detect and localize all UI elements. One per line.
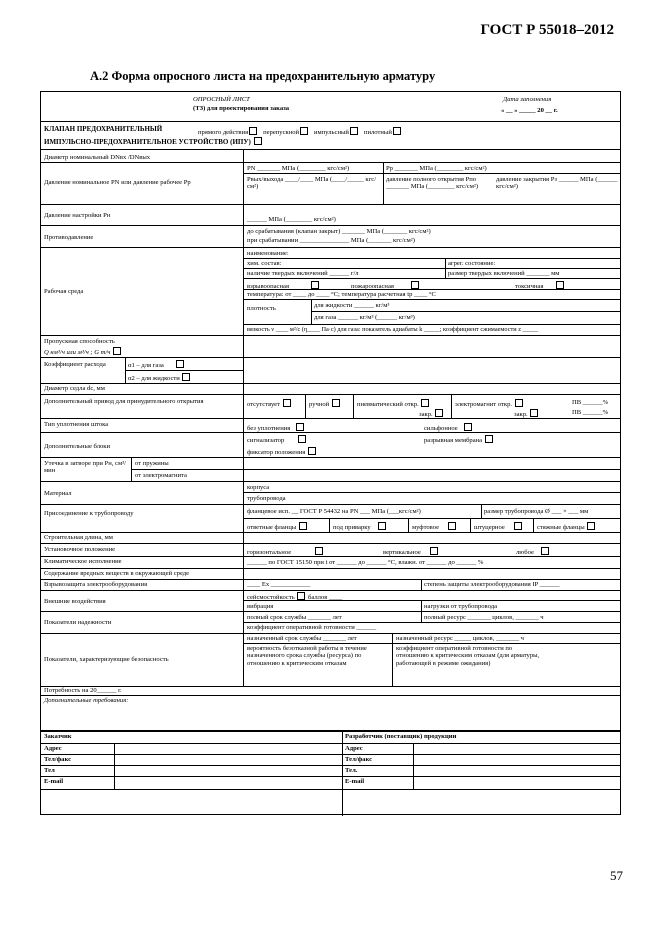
- divider: [41, 532, 620, 533]
- date-label: Дата заполнения: [503, 96, 552, 103]
- row-reliability: Показатели надежности: [44, 619, 112, 626]
- medium-state: агрег. состояние:: [448, 260, 496, 267]
- divider: [392, 633, 393, 686]
- row-seat: Диаметр седла dс, мм: [44, 385, 105, 392]
- safety-life: назначенный срок службы _______ лет: [247, 635, 357, 642]
- divider: [41, 247, 620, 248]
- block-signal: [247, 435, 307, 444]
- row-safety: Показатели, характеризующие безопасность: [44, 656, 169, 663]
- row-backpressure: Противодавление: [44, 234, 94, 241]
- fc-gas-text: α1 – для газа: [128, 362, 164, 369]
- divider: [41, 633, 620, 634]
- divider: [41, 754, 620, 755]
- checkbox[interactable]: [430, 547, 438, 555]
- divider: [243, 173, 620, 174]
- conn-counter: [247, 522, 308, 531]
- row-flow-coef: Коэффициент расхода: [44, 361, 106, 368]
- type-direct: прямого действия: [198, 129, 249, 136]
- questionnaire-sub: (ТЗ) для проектирования заказа: [193, 105, 290, 112]
- checkbox[interactable]: [515, 399, 523, 407]
- divider: [41, 418, 620, 419]
- capacity-units-text: Q нм³/ч или м³/ч ; G т/ч: [44, 349, 111, 356]
- divider: [243, 600, 620, 601]
- row-position: Установочное положение: [44, 546, 116, 553]
- checkbox[interactable]: [421, 399, 429, 407]
- divider: [305, 394, 306, 418]
- medium-name: наименование:: [247, 250, 289, 257]
- divider: [41, 789, 620, 790]
- safety-resource: назначенный ресурс _____ циклов, _______ ч: [396, 635, 524, 642]
- row-seal: Тип уплотнения штока: [44, 421, 109, 428]
- checkbox[interactable]: [393, 127, 401, 135]
- questionnaire-form: [40, 91, 621, 815]
- developer-fax: Тел/факс: [345, 756, 373, 763]
- row-blocks: Дополнительные блоки: [44, 443, 111, 450]
- valve-types: [198, 127, 402, 136]
- row-harmful: Содержание вредных веществ в окружающей среде: [44, 570, 190, 577]
- row-ex: Взрывозащита электрооборудования: [44, 581, 148, 588]
- divider: [41, 149, 620, 150]
- customer-title: Заказчик: [44, 733, 72, 740]
- block-membrane: [424, 435, 494, 444]
- leak-spring: от пружины: [135, 460, 169, 467]
- clamp-text: стяжные фланцы: [537, 524, 585, 531]
- divider: [41, 568, 620, 569]
- row-material: Материал: [44, 490, 72, 497]
- conn-fitting: [474, 522, 523, 531]
- drive-elec-close-text: закр.: [514, 411, 528, 418]
- checkbox[interactable]: [541, 547, 549, 555]
- fire-label: пожароопасная: [351, 283, 394, 290]
- date-value: « __ » _____ 20 __ г.: [501, 107, 558, 114]
- drive-pv2: ПВ ______%: [572, 409, 609, 416]
- divider: [41, 611, 620, 612]
- drive-pneumatic: [357, 399, 430, 408]
- divider: [243, 643, 620, 644]
- density-gas: для газа ______ кг/м³ (______ кг/м³): [314, 314, 415, 321]
- block-fixer: [247, 447, 317, 456]
- valve-title: КЛАПАН ПРЕДОХРАНИТЕЛЬНЫЙ: [44, 125, 163, 133]
- rel-resource: полный ресурс _______ циклов, _______ ч: [424, 614, 544, 621]
- checkbox[interactable]: [315, 547, 323, 555]
- divider: [41, 457, 620, 458]
- conn-flange: [247, 508, 421, 515]
- divider: [243, 622, 620, 623]
- fc-liquid: [128, 373, 191, 382]
- material-pipe: трубопровода: [247, 495, 286, 502]
- developer-address: Адрес: [345, 745, 363, 752]
- horizontal-text: горизонтальное: [247, 549, 292, 556]
- leak-electro: от электромагнита: [135, 472, 187, 479]
- capacity-units: [44, 347, 122, 356]
- checkbox[interactable]: [249, 127, 257, 135]
- medium-temp: температура: от ____ до ____ °С; температура расчетная tр ____ °С: [247, 291, 436, 298]
- device-title: [44, 137, 263, 146]
- checkbox[interactable]: [113, 347, 121, 355]
- divider: [41, 579, 620, 580]
- pn-value: PN _______ МПа (________ кгс/см²): [247, 165, 350, 172]
- safety-probability: вероятность безотказной работы в течение назначенного срока службы (ресурса) по отношению к критическим отказам: [247, 645, 367, 667]
- developer-email: E-mail: [345, 778, 365, 785]
- row-leak: Утечка в затворе при Pн, см³/мин: [44, 460, 126, 475]
- customer-fax: Тел/факс: [44, 756, 72, 763]
- medium-viscosity: вязкость ν ____ м²/с (η____ Па·с) для газа: показатель адиабаты k _____; коэффициент сжимаемости z _____: [247, 326, 539, 333]
- pp-value: Pр _______ МПа (________ кгс/см²): [386, 165, 487, 172]
- divider: [125, 370, 243, 371]
- coupling-text: муфтовое: [412, 524, 440, 531]
- fixer-text: фиксатор положения: [247, 449, 306, 456]
- divider: [41, 743, 620, 744]
- density-liquid: для жидкости ______ кг/м³: [314, 302, 390, 309]
- page-number: 57: [610, 868, 623, 883]
- row-pressure: Давление номинальное PN или давление рабочее Pр: [44, 179, 191, 186]
- divider: [41, 204, 620, 205]
- device-title-text: ИМПУЛЬСНО-ПРЕДОХРАНИТЕЛЬНОЕ УСТРОЙСТВО (ИПУ): [44, 138, 251, 146]
- divider: [421, 579, 422, 590]
- checkbox[interactable]: [283, 399, 291, 407]
- ext-load: нагрузки от трубопровода: [424, 603, 498, 610]
- membrane-text: разрывная мембрана: [424, 437, 483, 444]
- conn-flange-text: фланцевое исп. __ ГОСТ Р 54432 на PN ___ МПа (___кгс/см²): [247, 508, 421, 515]
- divider: [41, 556, 620, 557]
- divider: [41, 543, 620, 544]
- divider: [311, 311, 620, 312]
- ext-vibration: вибрация: [247, 603, 274, 610]
- checkbox[interactable]: [514, 522, 522, 530]
- divider: [329, 518, 330, 532]
- divider: [243, 258, 620, 259]
- safety-coef: коэффициент оперативной готовности по отношению к критическим отказам (для арматуры, работающей в режиме ожидания): [396, 645, 540, 667]
- conn-pipe-size: размер трубопровода Ø ___ × ___ мм: [484, 508, 589, 515]
- divider: [41, 335, 620, 336]
- checkbox[interactable]: [448, 522, 456, 530]
- divider: [533, 518, 534, 532]
- toxic-label: токсичная: [515, 283, 544, 290]
- any-text: любое: [516, 549, 534, 556]
- medium-density: плотность: [247, 305, 276, 312]
- customer-address: Адрес: [44, 745, 62, 752]
- divider: [41, 162, 620, 163]
- divider: [451, 394, 452, 418]
- checkbox[interactable]: [378, 522, 386, 530]
- divider: [383, 162, 384, 204]
- divider: [243, 278, 620, 279]
- seal-bellows-text: сильфонное: [424, 425, 458, 432]
- pos-any: [516, 547, 550, 556]
- divider: [41, 432, 620, 433]
- divider: [131, 469, 620, 470]
- row-extra: Дополнительные требования:: [44, 697, 129, 704]
- ip-value: степень защиты электрооборудования IP ______: [424, 581, 560, 588]
- setting-value: ______ МПа (________ кгс/см²): [247, 216, 336, 223]
- row-external: Внешние воздействия: [44, 598, 106, 605]
- drive-electro-close: [514, 409, 539, 418]
- conn-clamp: [537, 522, 596, 531]
- row-climate: Климатическое исполнение: [44, 558, 122, 565]
- drive-electro: [455, 399, 524, 408]
- drive-pneum-text: пневматический откр.: [357, 401, 419, 408]
- checkbox[interactable]: [485, 435, 493, 443]
- row-need: Потребность на 20______ г.: [44, 687, 122, 694]
- drive-none: [247, 399, 292, 408]
- divider: [470, 518, 471, 532]
- checkbox[interactable]: [300, 127, 308, 135]
- checkbox[interactable]: [464, 423, 472, 431]
- vertical-text: вертикальное: [383, 549, 421, 556]
- divider: [421, 611, 422, 622]
- checkbox[interactable]: [182, 373, 190, 381]
- material-body: корпуса: [247, 484, 270, 491]
- checkbox[interactable]: [296, 423, 304, 431]
- fc-liquid-text: α2 – для жидкости: [128, 375, 180, 382]
- divider: [243, 289, 620, 290]
- checkbox[interactable]: [299, 522, 307, 530]
- divider: [413, 743, 414, 789]
- checkbox[interactable]: [311, 281, 319, 289]
- divider: [41, 504, 620, 505]
- drive-pneum-close-text: закр.: [419, 411, 433, 418]
- counter-text: ответные фланцы: [247, 524, 297, 531]
- type-bypass: перепускной: [263, 129, 300, 136]
- fitting-text: штуцерное: [474, 524, 505, 531]
- row-length: Строительная длина, мм: [44, 534, 113, 541]
- standard-number: ГОСТ Р 55018–2012: [480, 22, 614, 38]
- customer-phone: Тел: [44, 767, 55, 774]
- type-pilot: пилотный: [363, 129, 392, 136]
- divider: [114, 743, 115, 789]
- divider: [243, 518, 620, 519]
- pos-horizontal: [247, 547, 324, 556]
- divider: [41, 686, 620, 687]
- divider: [41, 383, 620, 384]
- row-dn: Диаметр номинальный DNвх /DNвых: [44, 154, 151, 161]
- divider: [481, 504, 482, 518]
- divider: [243, 324, 620, 325]
- pclose-value: давление закрытия Pз ______ МПа (______ кгс/см²): [496, 176, 618, 191]
- row-connection: Присоединение к трубопроводу: [44, 510, 134, 517]
- checkbox[interactable]: [556, 281, 564, 289]
- weld-text: под приварку: [333, 524, 371, 531]
- divider: [41, 695, 620, 696]
- bp-closed: до срабатывания (клапан закрыт) _______ МПа (_______ кгс/см²): [247, 228, 431, 235]
- checkbox[interactable]: [530, 409, 538, 417]
- checkbox[interactable]: [308, 447, 316, 455]
- checkbox[interactable]: [411, 281, 419, 289]
- pfull-value: давление полного открытия Pпо _______ МПа (________ кгс/см²): [386, 176, 479, 191]
- type-impulse: импульсный: [314, 129, 349, 136]
- drive-pneumatic-close: [419, 409, 444, 418]
- drive-none-text: отсутствует: [247, 401, 280, 408]
- row-capacity: Пропускная способность: [44, 338, 115, 345]
- divider: [41, 776, 620, 777]
- drive-manual: [309, 399, 341, 408]
- divider: [41, 121, 620, 122]
- row-medium: Рабочая среда: [44, 288, 84, 295]
- divider: [41, 590, 620, 591]
- row-drive: Дополнительный привод для принудительного открытия: [44, 398, 204, 405]
- medium-chem: хим. состав:: [247, 260, 282, 267]
- checkbox[interactable]: [435, 409, 443, 417]
- divider: [243, 268, 620, 269]
- drive-elec-text: электромагнит откр.: [455, 401, 513, 408]
- developer-title: Разработчик (поставщик) продукции: [345, 733, 457, 740]
- divider: [41, 394, 620, 395]
- signal-text: сигнализатор: [247, 437, 285, 444]
- fc-gas: [128, 360, 185, 369]
- divider: [41, 225, 620, 226]
- checkbox[interactable]: [350, 127, 358, 135]
- divider: [243, 492, 620, 493]
- ex-value: ____ Ex ____________: [247, 581, 311, 588]
- divider: [41, 357, 620, 358]
- row-setting: Давление настройки Pн: [44, 212, 111, 219]
- seal-none: [247, 423, 305, 432]
- questionnaire-label: ОПРОСНЫЙ ЛИСТ: [193, 96, 250, 103]
- climate-value: ______ по ГОСТ 15150 при t от ______ до ______ °С, влажн. от ______ до ______ %: [247, 559, 484, 566]
- pos-vertical: [383, 547, 439, 556]
- conn-weld: [333, 522, 387, 531]
- divider: [41, 730, 620, 732]
- checkbox[interactable]: [587, 522, 595, 530]
- divider: [243, 299, 620, 300]
- checkbox[interactable]: [297, 592, 305, 600]
- developer-phone: Тел.: [345, 767, 358, 774]
- bp-open: при срабатывании _______________ МПа (_______ кгс/см²): [247, 237, 415, 244]
- checkbox[interactable]: [298, 435, 306, 443]
- conn-coupling: [412, 522, 457, 531]
- checkbox[interactable]: [176, 360, 184, 368]
- divider: [41, 481, 620, 482]
- medium-solids: наличие твердых включений ______ г/л: [247, 270, 359, 277]
- medium-solid-size: размер твердых включений _______ мм: [448, 270, 560, 277]
- drive-manual-text: ручной: [309, 401, 330, 408]
- rel-coef: коэффициент оперативной готовности ______: [247, 624, 377, 631]
- section-title: А.2 Форма опросного листа на предохранительную арматуру: [90, 69, 436, 83]
- divider: [353, 394, 354, 418]
- pout-value: Pвых/выхода ____/____ МПа (____/_____ кгс/см²): [247, 176, 377, 191]
- divider: [421, 600, 422, 611]
- divider: [41, 765, 620, 766]
- seal-none-text: без уплотнения: [247, 425, 291, 432]
- divider: [408, 518, 409, 532]
- checkbox[interactable]: [254, 137, 262, 145]
- drive-pv1: ПВ ______%: [572, 399, 609, 406]
- ext-seismic: сейсмостойкость баллов ____: [247, 594, 343, 601]
- explosive-label: взрывоопасная: [247, 283, 289, 290]
- seal-bellows: [424, 423, 473, 432]
- checkbox[interactable]: [332, 399, 340, 407]
- customer-email: E-mail: [44, 778, 64, 785]
- rel-life: полный срок службы _______ лет: [247, 614, 342, 621]
